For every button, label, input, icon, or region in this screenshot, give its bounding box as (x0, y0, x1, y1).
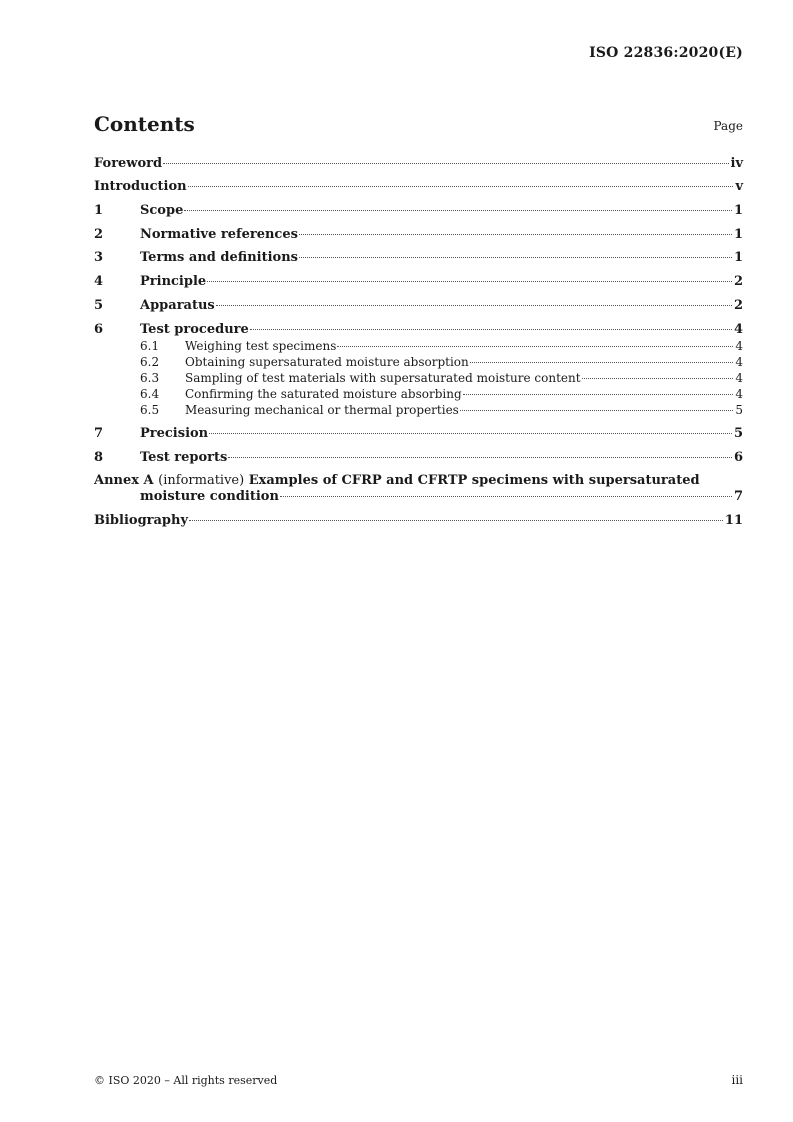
toc-entry-number: 6.5 (140, 403, 160, 417)
dot-leader (463, 393, 734, 395)
dot-leader (250, 328, 732, 330)
toc-entry-title: Test reports (140, 450, 228, 465)
toc-entry-number: 7 (94, 426, 104, 441)
toc-entry-title: Introduction (94, 179, 187, 194)
dot-leader (163, 162, 728, 164)
toc-entry-title: Test procedure (140, 322, 249, 337)
annex-title-line-2 (94, 488, 743, 506)
toc-entry-subsection-6-5[interactable] (94, 401, 743, 419)
toc-entry-page: 2 (733, 274, 743, 289)
dot-leader (207, 280, 732, 282)
toc-entry-title: Apparatus (140, 298, 215, 313)
dot-leader (299, 256, 732, 258)
toc-entry-section-8[interactable] (94, 449, 743, 467)
toc-entry-page: 5 (735, 403, 743, 417)
toc-entry-number: 6.1 (140, 339, 160, 353)
toc-entry-title: Sampling of test materials with supersaturated moisture content (185, 371, 581, 385)
toc-entry-section-3[interactable] (94, 249, 743, 267)
toc-entry-introduction[interactable] (94, 178, 743, 196)
toc-entry-bibliography[interactable] (94, 512, 743, 530)
page-number: iii (731, 1073, 743, 1087)
toc-entry-page: 2 (733, 298, 743, 313)
contents-heading: Contents (94, 112, 195, 136)
dot-leader (299, 233, 732, 235)
toc-entry-number: 5 (94, 298, 104, 313)
toc-entry-number: 4 (94, 274, 104, 289)
dot-leader (460, 409, 734, 411)
toc-entry-number: 6 (94, 322, 104, 337)
dot-leader (337, 345, 733, 347)
dot-leader (216, 304, 732, 306)
toc-entry-page: 4 (733, 322, 743, 337)
toc-entry-page: 6 (733, 450, 743, 465)
toc-entry-title: Obtaining supersaturated moisture absorption (185, 355, 469, 369)
toc-entry-page: 7 (733, 489, 743, 504)
toc-entry-title: Terms and definitions (140, 250, 298, 265)
toc-entry-number: 6.4 (140, 387, 160, 401)
dot-leader (188, 185, 734, 187)
toc-entry-number: 3 (94, 250, 104, 265)
toc-entry-number: 6.3 (140, 371, 160, 385)
dot-leader (184, 209, 732, 211)
toc-entry-section-7[interactable] (94, 425, 743, 443)
toc-entry-title: Foreword (94, 156, 163, 171)
toc-entry-page: 5 (733, 426, 743, 441)
annex-title-part-2: moisture condition (140, 489, 279, 504)
toc-entry-number: 2 (94, 227, 104, 242)
toc-entry-page: 4 (735, 339, 743, 353)
toc-entry-page: 4 (735, 387, 743, 401)
toc-entry-page: 1 (733, 203, 743, 218)
dot-leader (228, 456, 732, 458)
toc-entry-page: 4 (735, 355, 743, 369)
toc-entry-title: Principle (140, 274, 207, 289)
toc-entry-number: 6.2 (140, 355, 160, 369)
toc-entry-page: 4 (735, 371, 743, 385)
toc-entry-title: Normative references (140, 227, 298, 242)
annex-type: (informative) (158, 473, 245, 488)
toc-entry-number: 1 (94, 203, 104, 218)
dot-leader (209, 432, 732, 434)
toc-entry-page: 1 (733, 227, 743, 242)
dot-leader (470, 361, 734, 363)
dot-leader (280, 495, 732, 497)
page-column-label: Page (713, 119, 743, 133)
dot-leader (582, 377, 734, 379)
toc-entry-foreword[interactable] (94, 155, 743, 173)
toc-entry-section-5[interactable] (94, 297, 743, 315)
toc-entry-title: Measuring mechanical or thermal properties (185, 403, 459, 417)
toc-entry-title: Confirming the saturated moisture absorbing (185, 387, 462, 401)
toc-entry-number: 8 (94, 450, 104, 465)
annex-label: Annex A (94, 473, 154, 488)
toc-entry-section-1[interactable] (94, 202, 743, 220)
toc-entry-title: Precision (140, 426, 209, 441)
toc-entry-page: 1 (733, 250, 743, 265)
document-id: ISO 22836:2020(E) (589, 45, 743, 61)
annex-title-part-1: Examples of CFRP and CFRTP specimens with supersaturated (248, 473, 700, 488)
toc-entry-page: 11 (724, 513, 743, 528)
toc-entry-page: iv (730, 156, 743, 171)
toc-entry-title: Scope (140, 203, 184, 218)
toc-entry-title: Weighing test specimens (185, 339, 337, 353)
copyright-notice: © ISO 2020 – All rights reserved (94, 1074, 278, 1087)
dot-leader (189, 519, 723, 521)
toc-entry-page: v (735, 179, 743, 194)
toc-entry-title: Bibliography (94, 513, 189, 528)
toc-entry-section-2[interactable] (94, 226, 743, 244)
toc-entry-section-4[interactable] (94, 273, 743, 291)
